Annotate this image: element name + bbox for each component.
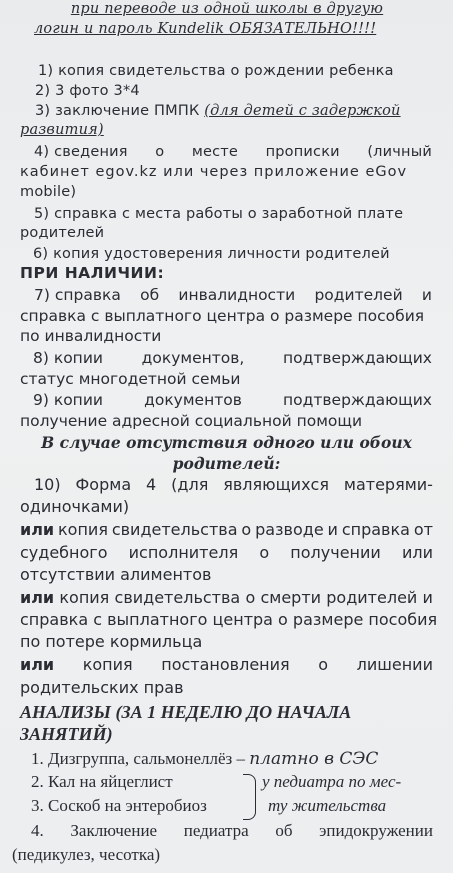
test-4-word: эпидокружении bbox=[319, 821, 433, 840]
item-4-word: 4) сведения bbox=[34, 144, 128, 160]
or-death-word: свидетельства bbox=[114, 588, 241, 607]
or-divorce-word: о bbox=[259, 543, 270, 562]
or-death-word: и bbox=[422, 588, 433, 607]
item-8-word: документов, bbox=[141, 349, 245, 367]
absence-heading-line-2: родителей: bbox=[172, 454, 281, 473]
item-9-line-2: получение адресной социальной помощи bbox=[20, 412, 363, 430]
or-divorce-word: судебного bbox=[20, 543, 108, 562]
tests-heading-line-1: АНАЛИЗЫ (ЗА 1 НЕДЕЛЮ ДО НАЧАЛА bbox=[20, 702, 352, 722]
item-3-text: 3) заключение ПМПК bbox=[35, 103, 205, 119]
item-2: 2) 3 фото 3*4 bbox=[35, 83, 140, 99]
item-7-line-3: по инвалидности bbox=[20, 327, 162, 345]
test-1-note: платно в СЭС bbox=[249, 749, 379, 769]
or-divorce-word: разводе bbox=[255, 520, 324, 539]
item-9-line-1 bbox=[33, 393, 432, 409]
or-divorce-word: или bbox=[401, 543, 433, 562]
or-divorce-word: получении bbox=[290, 543, 381, 562]
item-10-word: 10) bbox=[34, 475, 61, 494]
item-8-line-2: статус многодетной семьи bbox=[20, 370, 241, 388]
or-divorce-word: справка bbox=[341, 520, 410, 539]
item-8-word: подтверждающих bbox=[283, 349, 432, 367]
item-6: 6) копия удостоверения личности родителей bbox=[33, 246, 390, 262]
or-word: или bbox=[20, 520, 55, 539]
item-3-note: (для детей с задержкой bbox=[204, 103, 401, 119]
or-deprivation-word: постановления bbox=[161, 655, 290, 674]
test-4-word: 4. bbox=[31, 821, 44, 840]
or-death-word: смерти bbox=[260, 588, 322, 607]
or-deprivation-line-2: родительских прав bbox=[20, 678, 184, 697]
or-death-word: копия bbox=[59, 588, 110, 607]
item-10-line-1 bbox=[34, 477, 433, 493]
header-line-2: логин и пароль Kundelik ОБЯЗАТЕЛЬНО!!!! bbox=[34, 21, 377, 37]
brace-note-line-1: у педиатра по мес- bbox=[262, 772, 402, 791]
or-word: или bbox=[20, 588, 55, 607]
item-5-line-2: родителей bbox=[20, 225, 105, 241]
or-divorce-line-2 bbox=[20, 545, 433, 561]
test-4-word: педиатра bbox=[183, 821, 249, 840]
item-3 bbox=[35, 104, 401, 119]
item-1: 1) копия свидетельства о рождении ребенка bbox=[38, 63, 394, 79]
item-4-word: месте bbox=[191, 144, 239, 160]
item-7-line-1 bbox=[34, 288, 432, 304]
item-4-word: (личный bbox=[367, 144, 432, 160]
or-divorce-line-1 bbox=[20, 522, 433, 538]
item-7-word: об bbox=[140, 286, 160, 304]
test-4-word: об bbox=[275, 821, 293, 840]
test-1 bbox=[31, 750, 378, 768]
item-10-line-2: одиночками) bbox=[20, 497, 130, 516]
or-death-word: о bbox=[245, 588, 256, 607]
or-word: или bbox=[20, 655, 55, 674]
item-8-line-1 bbox=[33, 351, 432, 367]
test-4-line-1 bbox=[31, 822, 433, 839]
item-10-word: (для bbox=[171, 475, 209, 494]
item-7-word: родителей bbox=[314, 286, 403, 304]
item-10-word: являющихся bbox=[223, 475, 329, 494]
test-1-text: 1. Дизгруппа, сальмонеллёз – bbox=[31, 749, 250, 768]
or-divorce-word: копия bbox=[58, 520, 108, 539]
brace-note-line-2: ту жительства bbox=[268, 796, 387, 815]
or-divorce-word: исполнителя bbox=[128, 543, 239, 562]
test-3: 3. Соскоб на энтеробиоз bbox=[31, 796, 207, 815]
tests-heading-line-2: ЗАНЯТИЙ) bbox=[20, 724, 113, 744]
item-5-line-1: 5) справка с места работы о заработной плате bbox=[34, 206, 404, 222]
item-7-word: инвалидности bbox=[178, 286, 296, 304]
item-8-word: 8) копии bbox=[33, 349, 103, 367]
or-death-word: родителей bbox=[326, 588, 418, 607]
absence-heading-line-1: В случае отсутствия одного или обоих bbox=[41, 433, 412, 452]
or-death-line-1 bbox=[20, 590, 433, 606]
item-7-word: 7) справка bbox=[34, 286, 121, 304]
or-divorce-word: о bbox=[241, 520, 252, 539]
item-10-word: 4 bbox=[146, 475, 157, 494]
item-10-word: матерями- bbox=[343, 475, 433, 494]
item-9-word: документов bbox=[144, 391, 242, 409]
item-3-note-cont: развития) bbox=[20, 122, 104, 138]
item-9-word: 9) копии bbox=[33, 391, 103, 409]
test-4-word: Заключение bbox=[70, 821, 158, 840]
or-deprivation-line-1 bbox=[20, 657, 433, 673]
item-7-word: и bbox=[421, 286, 432, 304]
test-4-line-2: (педикулез, чесотка) bbox=[12, 845, 161, 864]
test-2: 2. Кал на яйцеглист bbox=[31, 772, 173, 791]
if-present-heading: ПРИ НАЛИЧИИ: bbox=[20, 264, 165, 282]
item-9-word: подтверждающих bbox=[283, 391, 432, 409]
or-divorce-word: свидетельства bbox=[111, 520, 238, 539]
item-4-line-1 bbox=[34, 145, 432, 160]
or-divorce-line-3: отсутствии алиментов bbox=[20, 565, 212, 584]
or-death-line-2: справка с выплатного центра о размере пособия bbox=[20, 610, 438, 629]
item-4-line-3: mobile) bbox=[20, 184, 77, 200]
or-divorce-word: и bbox=[327, 520, 338, 539]
brace bbox=[243, 774, 256, 820]
header-line-1: при переводе из одной школы в другую bbox=[70, 1, 384, 17]
or-divorce-word: от bbox=[413, 520, 433, 539]
item-4-line-2: кабинет egov.kz или через приложение eGov bbox=[20, 164, 408, 180]
or-deprivation-word: лишении bbox=[356, 655, 433, 674]
item-4-word: прописки bbox=[265, 144, 340, 160]
item-7-line-2: справка с выплатного центра о размере пособия bbox=[20, 307, 425, 325]
item-4-word: о bbox=[155, 144, 165, 160]
or-deprivation-word: копия bbox=[82, 655, 133, 674]
or-deprivation-word: о bbox=[318, 655, 329, 674]
item-10-word: Форма bbox=[75, 475, 132, 494]
or-death-line-3: по потере кормильца bbox=[20, 632, 203, 651]
